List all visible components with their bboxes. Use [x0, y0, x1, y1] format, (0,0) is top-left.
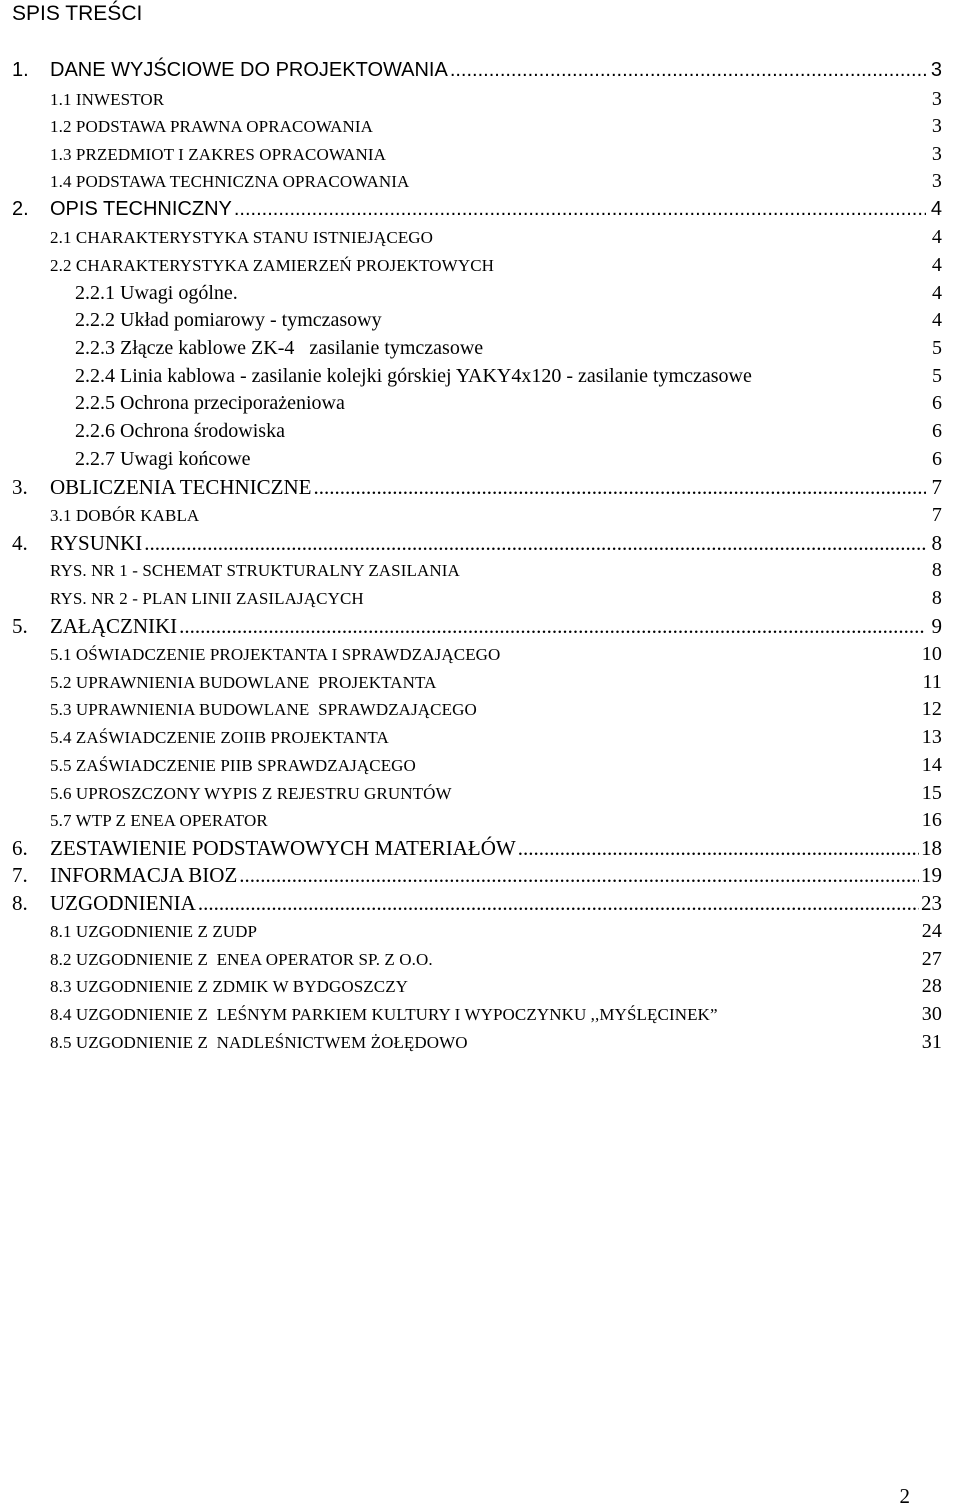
toc-entry-number: 2.	[12, 198, 29, 220]
toc-entry-page: 28	[921, 975, 942, 997]
toc-entry-page: 3	[931, 88, 942, 110]
toc-entry-2-2-6[interactable]	[75, 418, 942, 445]
toc-entry-page: 8	[931, 531, 942, 555]
toc-entry-6[interactable]	[12, 835, 942, 862]
toc-entry-text: 2.2.7 Uwagi końcowe	[75, 448, 251, 470]
toc-entry-text: 5.7 WTP Z ENEA OPERATOR	[50, 811, 268, 830]
toc-entry-page: 3	[931, 115, 942, 137]
toc-entry-text: 8.4 UZGODNIENIE Z LEŚNYM PARKIEM KULTURY I WYPOCZYNKU ,,MYŚLĘCINEK”	[50, 1005, 718, 1024]
toc-entry-page: 27	[921, 948, 942, 970]
toc-entry-text: DANE WYJŚCIOWE DO PROJEKTOWANIA	[50, 59, 448, 81]
toc-entry-text: 2.2 CHARAKTERYSTYKA ZAMIERZEŃ PROJEKTOWYCH	[50, 256, 495, 275]
toc-entry-text: 2.2.5 Ochrona przeciporażeniowa	[75, 392, 345, 414]
toc-entry-2-2-1[interactable]	[75, 280, 942, 307]
toc-entry-5-5[interactable]	[50, 752, 942, 779]
toc-entry-8[interactable]	[12, 890, 942, 917]
toc-entry-8-2[interactable]	[50, 946, 942, 973]
toc-entry-1-4[interactable]	[50, 168, 942, 195]
toc-entry-text: OPIS TECHNICZNY	[50, 198, 232, 220]
toc-entry-rys-2[interactable]	[50, 585, 942, 612]
toc-entry-page: 11	[922, 671, 942, 693]
toc-entry-4[interactable]	[12, 530, 942, 557]
toc-entry-page: 5	[932, 365, 942, 387]
toc-leader-dots	[198, 890, 919, 917]
toc-entry-text: RYS. NR 2 - PLAN LINII ZASILAJĄCYCH	[50, 589, 364, 608]
toc-entry-page: 14	[921, 754, 942, 776]
toc-entry-page: 3	[931, 143, 942, 165]
toc-entry-text: 8.1 UZGODNIENIE Z ZUDP	[50, 922, 258, 941]
toc-entry-1[interactable]	[12, 57, 942, 84]
toc-entry-8-1[interactable]	[50, 918, 942, 945]
page-number: 2	[899, 1484, 910, 1508]
toc-entry-page: 18	[921, 836, 942, 860]
toc-entry-2[interactable]	[12, 196, 942, 223]
toc-entry-text: OBLICZENIA TECHNICZNE	[50, 475, 312, 499]
toc-entry-page: 4	[932, 309, 942, 331]
toc-leader-dots	[179, 613, 926, 640]
toc-entry-page: 19	[921, 863, 942, 887]
toc-entry-text: 2.2.4 Linia kablowa - zasilanie kolejki górskiej YAKY4x120 - zasilanie tymczasowe	[75, 365, 752, 387]
toc-leader-dots	[239, 862, 919, 889]
toc-entry-text: 8.2 UZGODNIENIE Z ENEA OPERATOR SP. Z O.O.	[50, 950, 433, 969]
toc-entry-page: 4	[930, 198, 942, 220]
toc-entry-text: 2.2.6 Ochrona środowiska	[75, 420, 285, 442]
toc-entry-text: ZESTAWIENIE PODSTAWOWYCH MATERIAŁÓW	[50, 836, 516, 860]
toc-entry-number: 5.	[12, 614, 28, 638]
toc-leader-dots	[144, 530, 926, 557]
toc-entry-5-6[interactable]	[50, 780, 942, 807]
toc-entry-text: 5.6 UPROSZCZONY WYPIS Z REJESTRU GRUNTÓW	[50, 784, 452, 803]
toc-entry-page: 7	[931, 504, 942, 526]
toc-entry-number: 1.	[12, 59, 29, 81]
toc-entry-page: 15	[921, 782, 942, 804]
toc-leader-dots	[314, 474, 926, 501]
toc-entry-rys-1[interactable]	[50, 557, 942, 584]
toc-entry-1-1[interactable]	[50, 86, 942, 113]
toc-entry-2-2-4[interactable]	[75, 363, 942, 390]
toc-entry-page: 31	[921, 1031, 942, 1053]
toc-entry-page: 4	[931, 226, 942, 248]
toc-entry-page: 4	[932, 282, 942, 304]
toc-entry-page: 10	[921, 643, 942, 665]
toc-entry-2-2-3[interactable]	[75, 335, 942, 362]
toc-entry-text: 1.1 INWESTOR	[50, 90, 165, 109]
toc-entry-1-3[interactable]	[50, 141, 942, 168]
toc-entry-text: 5.3 UPRAWNIENIA BUDOWLANE SPRAWDZAJĄCEGO	[50, 700, 477, 719]
toc-entry-page: 23	[921, 891, 942, 915]
toc-entry-page: 6	[932, 420, 942, 442]
toc-entry-number: 3.	[12, 475, 28, 499]
toc-entry-5-2[interactable]	[50, 669, 942, 696]
toc-entry-page: 3	[931, 170, 942, 192]
toc-entry-page: 6	[932, 448, 942, 470]
toc-entry-text: 5.2 UPRAWNIENIA BUDOWLANE PROJEKTANTA	[50, 673, 437, 692]
toc-entry-text: 5.1 OŚWIADCZENIE PROJEKTANTA I SPRAWDZAJĄCEGO	[50, 645, 501, 664]
toc-entry-page: 13	[921, 726, 942, 748]
toc-entry-text: INFORMACJA BIOZ	[50, 863, 238, 887]
toc-entry-text: ZAŁĄCZNIKI	[50, 614, 178, 638]
toc-entry-5-7[interactable]	[50, 807, 942, 834]
toc-leader-dots	[234, 196, 926, 223]
toc-entry-text: 3.1 DOBÓR KABLA	[50, 506, 200, 525]
toc-entry-number: 6.	[12, 836, 28, 860]
toc-entry-text: 5.5 ZAŚWIADCZENIE PIIB SPRAWDZAJĄCEGO	[50, 756, 416, 775]
toc-entry-page: 12	[921, 698, 942, 720]
toc-entry-8-4[interactable]	[50, 1001, 942, 1028]
toc-entry-3-1[interactable]	[50, 502, 942, 529]
toc-entry-2-2-7[interactable]	[75, 446, 942, 473]
toc-entry-2-2[interactable]	[50, 252, 942, 279]
toc-entry-page: 8	[931, 587, 942, 609]
toc-entry-text: UZGODNIENIA	[50, 891, 196, 915]
toc-leader-dots	[518, 835, 919, 862]
toc-entry-text: RYSUNKI	[50, 531, 143, 555]
toc-entry-number: 7.	[12, 863, 28, 887]
toc-entry-2-2-2[interactable]	[75, 307, 942, 334]
toc-entry-page: 7	[931, 475, 942, 499]
toc-entry-8-5[interactable]	[50, 1029, 942, 1056]
toc-entry-page: 30	[921, 1003, 942, 1025]
toc-entry-5-1[interactable]	[50, 641, 942, 668]
toc-entry-text: 5.4 ZAŚWIADCZENIE ZOIIB PROJEKTANTA	[50, 728, 389, 747]
toc-entry-1-2[interactable]	[50, 113, 942, 140]
toc-entry-text: 8.3 UZGODNIENIE Z ZDMIK W BYDGOSZCZY	[50, 977, 409, 996]
toc-entry-page: 16	[921, 809, 942, 831]
toc-entry-2-1[interactable]	[50, 224, 942, 251]
toc-entry-page: 3	[930, 59, 942, 81]
toc-entry-text: 2.2.1 Uwagi ogólne.	[75, 282, 238, 304]
toc-entry-text: 1.4 PODSTAWA TECHNICZNA OPRACOWANIA	[50, 172, 410, 191]
toc-entry-2-2-5[interactable]	[75, 390, 942, 417]
toc-entry-5[interactable]	[12, 613, 942, 640]
toc-leader-dots	[450, 57, 926, 84]
toc-entry-text: RYS. NR 1 - SCHEMAT STRUKTURALNY ZASILANIA	[50, 561, 460, 580]
toc-entry-number: 4.	[12, 531, 28, 555]
toc-entry-page: 4	[931, 254, 942, 276]
toc-entry-3[interactable]	[12, 474, 942, 501]
toc-entry-5-3[interactable]	[50, 696, 942, 723]
toc-entry-text: 8.5 UZGODNIENIE Z NADLEŚNICTWEM ŻOŁĘDOWO	[50, 1033, 468, 1052]
toc-entry-7[interactable]	[12, 862, 942, 889]
toc-entry-page: 24	[921, 920, 942, 942]
toc-entry-text: 2.1 CHARAKTERYSTYKA STANU ISTNIEJĄCEGO	[50, 228, 434, 247]
toc-entry-page: 5	[932, 337, 942, 359]
toc-entry-text: 2.2.2 Układ pomiarowy - tymczasowy	[75, 309, 382, 331]
document-title: SPIS TREŚCI	[12, 2, 143, 25]
toc-entry-page: 6	[932, 392, 942, 414]
toc-entry-8-3[interactable]	[50, 973, 942, 1000]
toc-entry-text: 2.2.3 Złącze kablowe ZK-4 zasilanie tymczasowe	[75, 337, 484, 359]
toc-entry-5-4[interactable]	[50, 724, 942, 751]
toc-entry-page: 8	[931, 559, 942, 581]
toc-entry-number: 8.	[12, 891, 28, 915]
toc-entry-text: 1.3 PRZEDMIOT I ZAKRES OPRACOWANIA	[50, 145, 387, 164]
toc-entry-page: 9	[931, 614, 942, 638]
toc-entry-text: 1.2 PODSTAWA PRAWNA OPRACOWANIA	[50, 117, 373, 136]
